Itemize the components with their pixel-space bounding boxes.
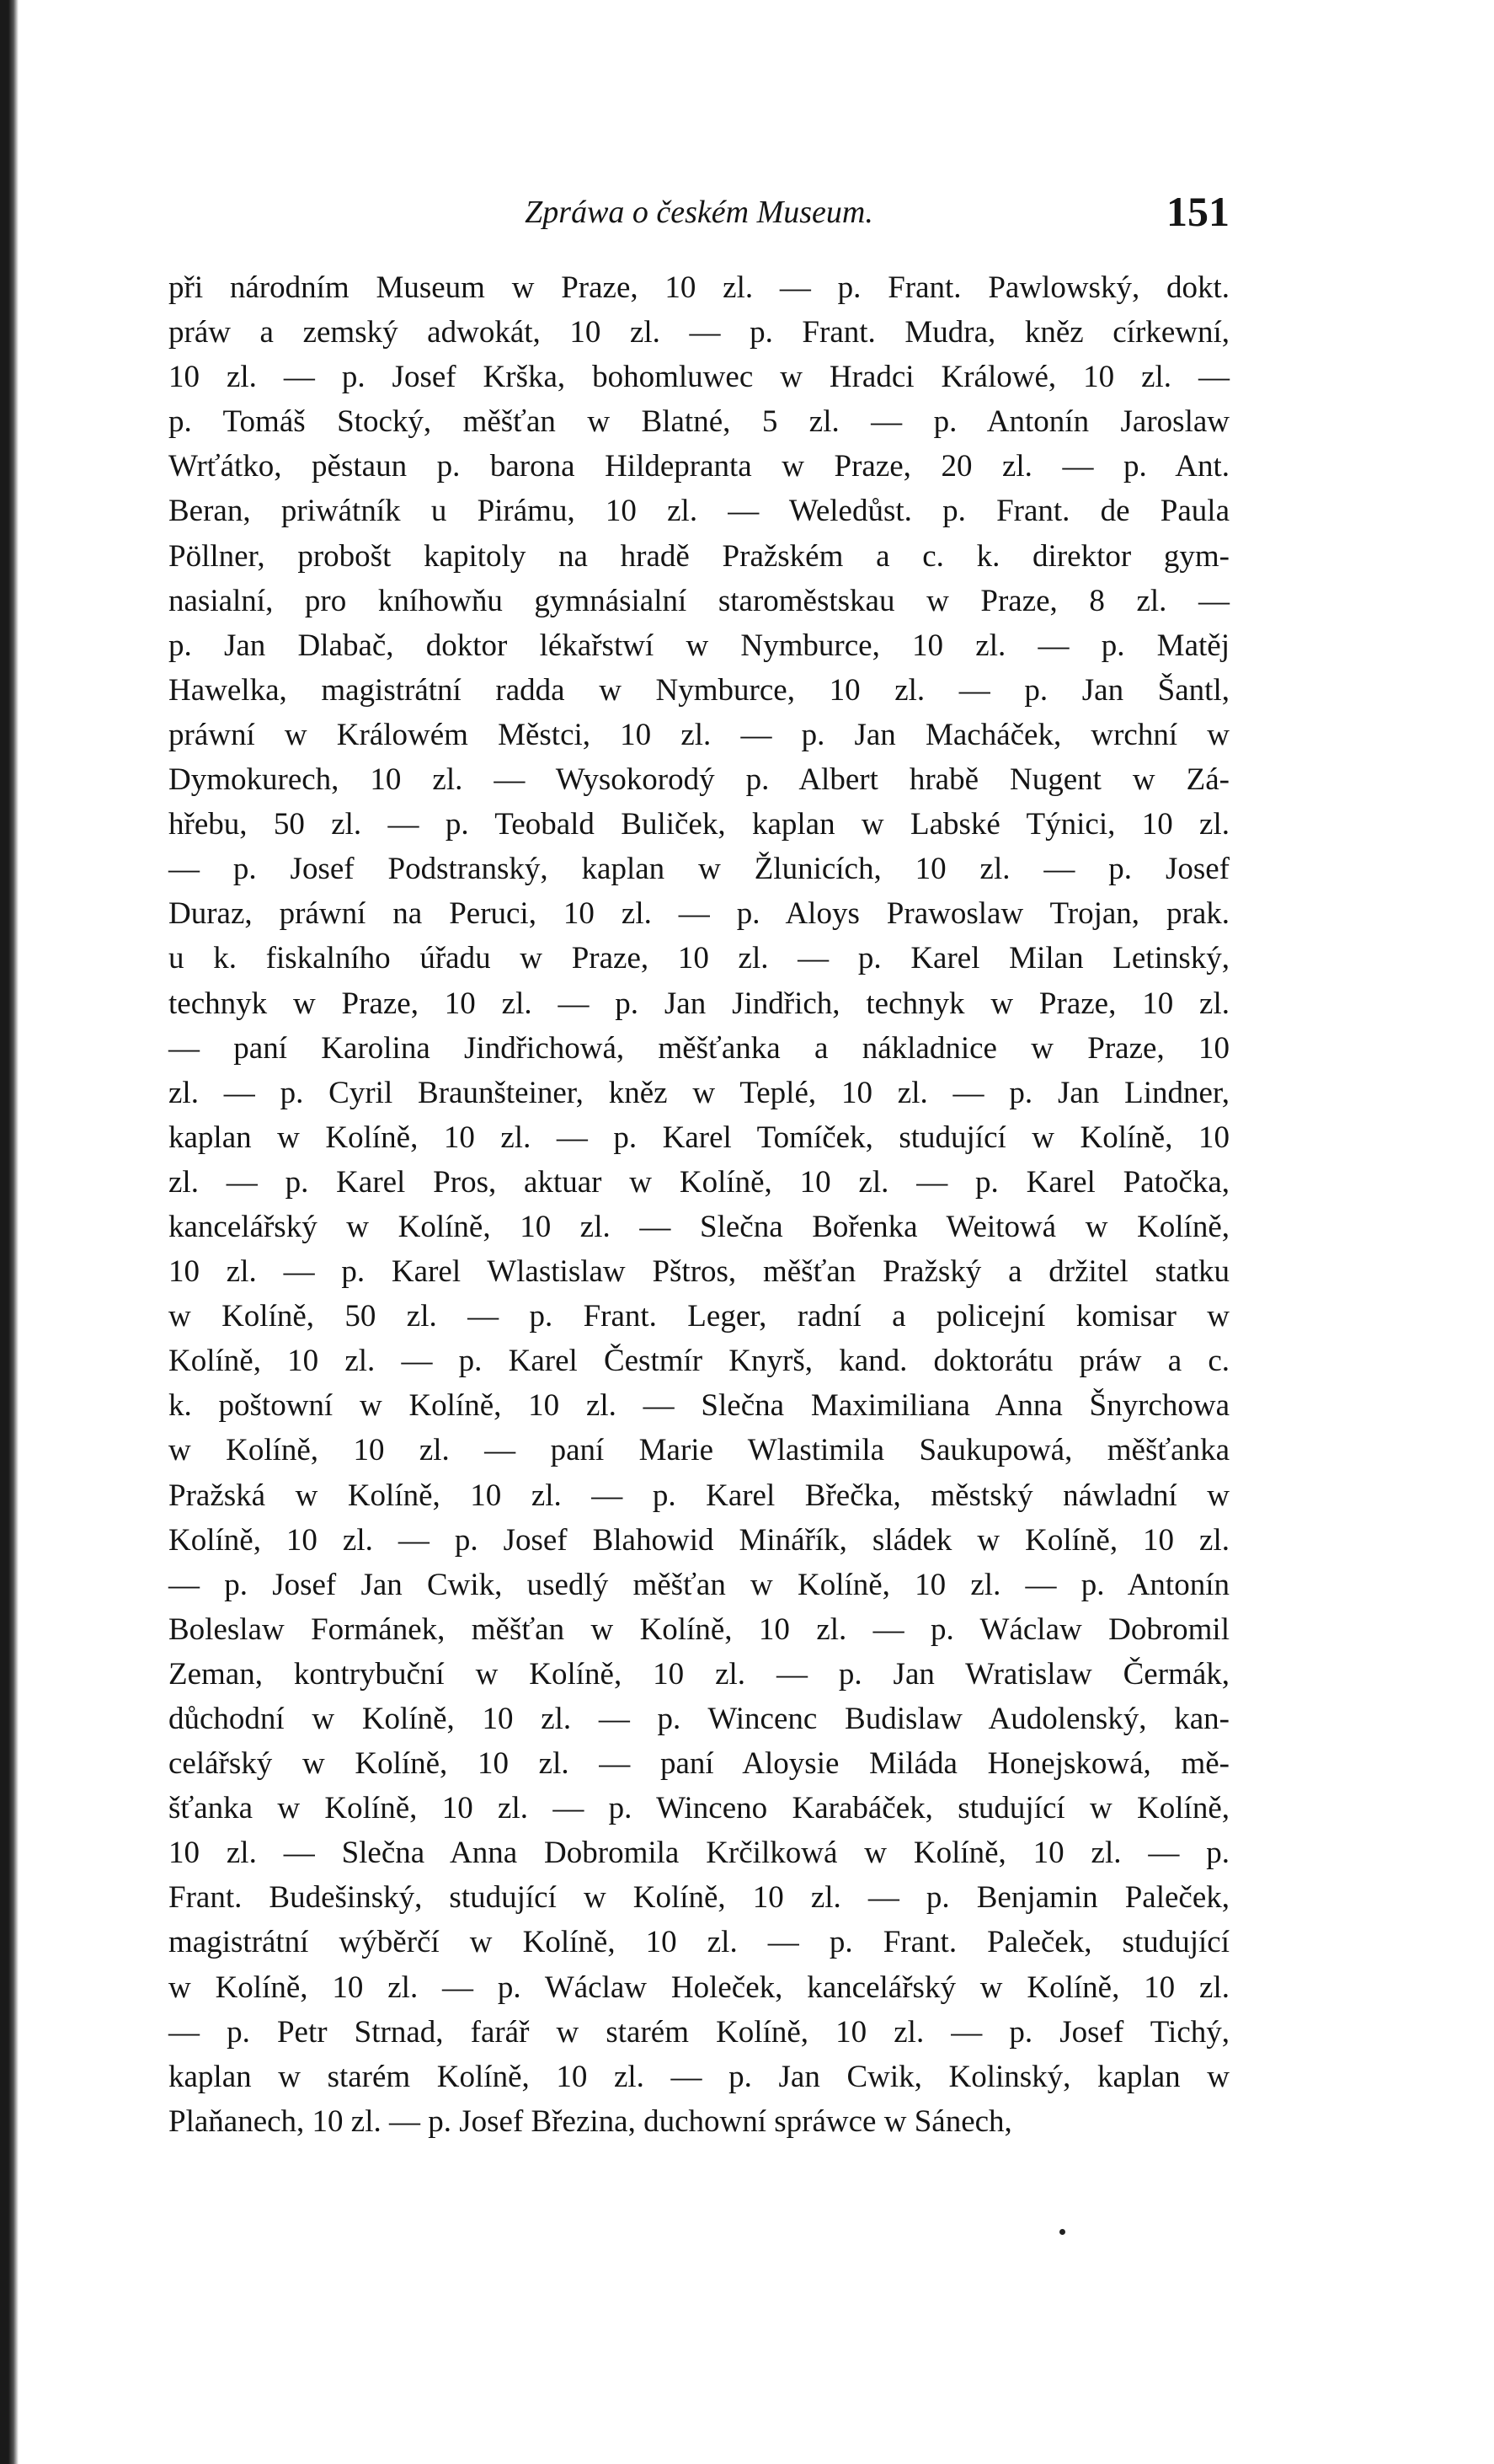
page-number: 151	[1166, 188, 1230, 235]
text-line: Kolíně, 10 zl. — p. Josef Blahowid Minářík, sládek w Kolíně, 10 zl.	[168, 1522, 1230, 1558]
ink-mark	[1059, 2229, 1065, 2235]
text-line: w Kolíně, 10 zl. — paní Marie Wlastimila Saukupowá, měšťanka	[168, 1433, 1230, 1468]
text-line: celářský w Kolíně, 10 zl. — paní Aloysie Miláda Honejskowá, mě-	[168, 1746, 1230, 1782]
text-line: Frant. Budešinský, studující w Kolíně, 10 zl. — p. Benjamin Paleček,	[168, 1880, 1230, 1916]
binding-edge	[0, 0, 19, 2464]
text-line: Dymokurech, 10 zl. — Wysokorodý p. Albert hrabě Nugent w Zá-	[168, 762, 1230, 798]
text-line: Kolíně, 10 zl. — p. Karel Čestmír Knyrš, kand. doktorátu práw a c.	[168, 1344, 1230, 1379]
text-line: kaplan w Kolíně, 10 zl. — p. Karel Tomíček, studující w Kolíně, 10	[168, 1120, 1230, 1155]
text-line: zl. — p. Karel Pros, aktuar w Kolíně, 10 zl. — p. Karel Patočka,	[168, 1164, 1230, 1200]
text-line: u k. fiskalního úřadu w Praze, 10 zl. — p. Karel Milan Letinský,	[168, 941, 1230, 976]
text-line: šťanka w Kolíně, 10 zl. — p. Winceno Karabáček, studující w Kolíně,	[168, 1791, 1230, 1826]
text-line: Boleslaw Formánek, měšťan w Kolíně, 10 zl. — p. Wáclaw Dobromil	[168, 1611, 1230, 1647]
text-line: zl. — p. Cyril Braunšteiner, kněz w Teplé, 10 zl. — p. Jan Lindner,	[168, 1075, 1230, 1110]
text-line: p. Jan Dlabač, doktor lékařstwí w Nymburce, 10 zl. — p. Matěj	[168, 628, 1230, 663]
text-line: práw a zemský adwokát, 10 zl. — p. Frant. Mudra, kněz církewní,	[168, 315, 1230, 350]
text-line: p. Tomáš Stocký, měšťan w Blatné, 5 zl. — p. Antonín Jaroslaw	[168, 404, 1230, 440]
text-line: 10 zl. — Slečna Anna Dobromila Krčilkowá w Kolíně, 10 zl. — p.	[168, 1836, 1230, 1871]
text-line: k. poštowní w Kolíně, 10 zl. — Slečna Maximiliana Anna Šnyrchowa	[168, 1388, 1230, 1424]
text-line: Wrťátko, pěstaun p. barona Hildepranta w Praze, 20 zl. — p. Ant.	[168, 449, 1230, 484]
page-header	[168, 187, 1230, 246]
text-line: magistrátní wýběrčí w Kolíně, 10 zl. — p. Frant. Paleček, studující	[168, 1925, 1230, 1960]
text-line: — p. Josef Jan Cwik, usedlý měšťan w Kolíně, 10 zl. — p. Antonín	[168, 1567, 1230, 1602]
text-line: technyk w Praze, 10 zl. — p. Jan Jindřich, technyk w Praze, 10 zl.	[168, 986, 1230, 1021]
text-line: Pražská w Kolíně, 10 zl. — p. Karel Břečka, městský náwladní w	[168, 1478, 1230, 1513]
running-title: Zpráwa o českém Museum.	[525, 195, 873, 230]
text-line: 10 zl. — p. Karel Wlastislaw Pštros, měšťan Pražský a držitel statku	[168, 1254, 1230, 1290]
text-line: kancelářský w Kolíně, 10 zl. — Slečna Bořenka Weitowá w Kolíně,	[168, 1209, 1230, 1244]
text-line: Duraz, práwní na Peruci, 10 zl. — p. Aloys Prawoslaw Trojan, prak.	[168, 896, 1230, 932]
text-line: w Kolíně, 10 zl. — p. Wáclaw Holeček, kancelářský w Kolíně, 10 zl.	[168, 1970, 1230, 2005]
body-text	[168, 265, 1230, 2144]
text-line: důchodní w Kolíně, 10 zl. — p. Wincenc Budislaw Audolenský, kan-	[168, 1702, 1230, 1736]
text-line: kaplan w starém Kolíně, 10 zl. — p. Jan Cwik, Kolinský, kaplan w	[168, 2059, 1230, 2094]
text-line: — paní Karolina Jindřichowá, měšťanka a nákladnice w Praze, 10	[168, 1030, 1230, 1066]
text-line: Plaňanech, 10 zl. — p. Josef Březina, duchowní spráwce w Sánech,	[168, 2103, 1012, 2139]
text-line: Beran, priwátník u Pirámu, 10 zl. — Weledůst. p. Frant. de Paula	[168, 494, 1230, 529]
text-line: Zeman, kontrybuční w Kolíně, 10 zl. — p. Jan Wratislaw Čermák,	[168, 1656, 1230, 1692]
text-line: hřebu, 50 zl. — p. Teobald Buliček, kaplan w Labské Týnici, 10 zl.	[168, 807, 1230, 842]
text-line: Hawelka, magistrátní radda w Nymburce, 10 zl. — p. Jan Šantl,	[168, 672, 1230, 708]
text-line: — p. Josef Podstranský, kaplan w Žlunicích, 10 zl. — p. Josef	[168, 852, 1230, 887]
text-line: při národním Museum w Praze, 10 zl. — p. Frant. Pawlowský, dokt.	[168, 270, 1230, 305]
text-line: — p. Petr Strnad, farář w starém Kolíně, 10 zl. — p. Josef Tichý,	[168, 2014, 1230, 2050]
text-line: Pöllner, probošt kapitoly na hradě Pražském a c. k. direktor gym-	[168, 538, 1230, 574]
text-line: 10 zl. — p. Josef Krška, bohomluwec w Hradci Králowé, 10 zl. —	[168, 360, 1230, 395]
text-line: nasialní, pro kníhowňu gymnásialní staroměstskau w Praze, 8 zl. —	[168, 583, 1230, 618]
text-line: práwní w Králowém Městci, 10 zl. — p. Jan Macháček, wrchní w	[168, 717, 1230, 752]
text-line: w Kolíně, 50 zl. — p. Frant. Leger, radní a policejní komisar w	[168, 1299, 1230, 1334]
